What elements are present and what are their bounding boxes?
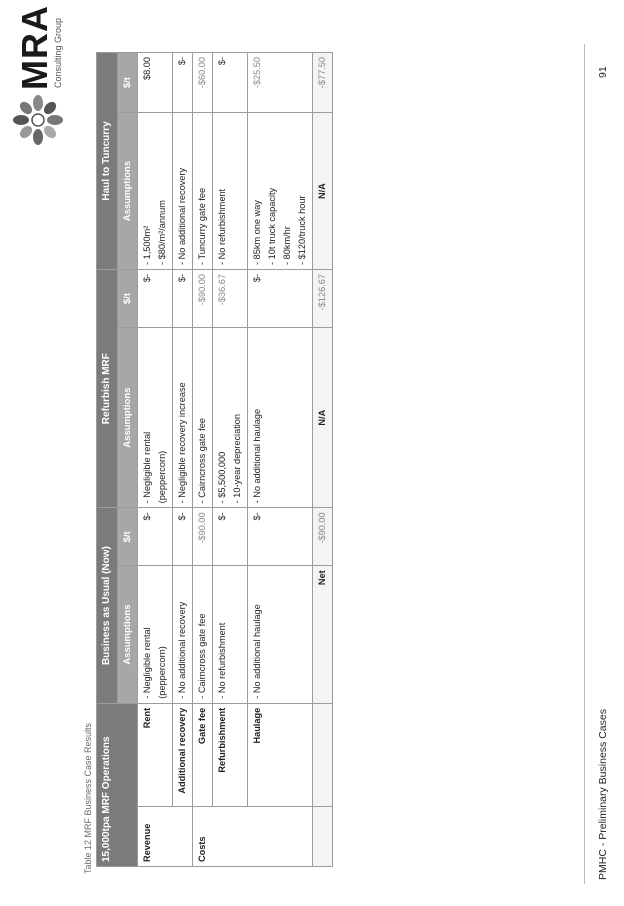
net-empty-cell: [313, 806, 333, 866]
assumptions-cell: [173, 566, 193, 703]
row-label: Additional recovery: [173, 703, 193, 806]
assumption-line: - 10t truck capacity: [267, 187, 277, 265]
assumption-line: - No additional haulage: [252, 408, 262, 504]
net-empty-cell: [313, 703, 333, 806]
net-na-refurbish: N/A: [313, 327, 333, 507]
assumption-line: - Tuncurry gate fee: [197, 187, 207, 265]
assumption-line: - 80km/hr: [282, 226, 292, 265]
logo-name: MRA: [14, 5, 55, 90]
net-value-haul: -$77.50: [313, 53, 333, 113]
assumption-line: - 85km one way: [252, 200, 262, 265]
table-caption: Table 12 MRF Business Case Results: [83, 722, 93, 874]
assumption-line: - No additional recovery: [177, 167, 187, 265]
table-row: [193, 53, 213, 867]
assumption-line: - Negligible recovery increase: [177, 382, 187, 504]
assumptions-cell: [193, 113, 213, 270]
assumptions-cell: [138, 327, 173, 507]
logo-tagline: Consulting Group: [53, 17, 63, 88]
scenario-header-refurbish: Refurbish MRF: [97, 269, 118, 507]
scenario-header-haul: Haul to Tuncurry: [97, 53, 118, 270]
row-label: Refurbishment: [213, 703, 248, 806]
assumptions-cell: [213, 327, 248, 507]
net-row: [313, 53, 333, 867]
assumption-line: - No additional recovery: [177, 601, 187, 699]
value-cell: -$25.50: [248, 53, 313, 113]
page-number: 91: [597, 66, 609, 78]
assumption-line: - Cairncross gate fee: [197, 613, 207, 699]
header-row-scenarios: [97, 53, 118, 867]
assumptions-cell: [138, 113, 173, 270]
assumptions-cell: [193, 327, 213, 507]
scenario-header-bau: Business as Usual (Now): [97, 508, 118, 703]
group-label-revenue: Revenue: [138, 806, 193, 866]
net-na-haul: N/A: [313, 113, 333, 270]
col-assumptions-header: Assumptions: [118, 327, 138, 507]
assumptions-cell: [173, 113, 193, 270]
assumption-line: - 10-year depreciation: [232, 413, 242, 504]
value-cell: -$60.00: [193, 53, 213, 113]
assumptions-cell: [173, 327, 193, 507]
row-label: Haulage: [248, 703, 313, 806]
assumptions-cell: [248, 113, 313, 270]
ops-header: 15,000tpa MRF Operations: [97, 703, 138, 866]
value-cell: $-: [138, 508, 173, 566]
assumption-line: - Negligible rental: [142, 627, 152, 699]
assumptions-cell: [138, 566, 173, 703]
assumption-line: - 1,500m²: [142, 225, 152, 265]
col-assumptions-header: Assumptions: [118, 566, 138, 703]
assumptions-cell: [248, 327, 313, 507]
value-cell: $-: [213, 508, 248, 566]
value-cell: $-: [173, 269, 193, 327]
col-unit-header: $/t: [118, 508, 138, 566]
assumption-line: (peppercorn): [157, 646, 167, 699]
net-value-refurbish: -$126.67: [313, 269, 333, 327]
value-cell: $-: [173, 508, 193, 566]
row-label: Gate fee: [193, 703, 213, 806]
assumption-line: (peppercorn): [157, 450, 167, 504]
value-cell: -$90.00: [193, 269, 213, 327]
assumptions-cell: [213, 113, 248, 270]
mrf-business-case-table: [96, 52, 333, 867]
assumptions-cell: [193, 566, 213, 703]
assumption-line: - No refurbishment: [217, 622, 227, 699]
assumptions-cell: [248, 566, 313, 703]
value-cell: -$90.00: [193, 508, 213, 566]
value-cell: $-: [213, 53, 248, 113]
table-row: [138, 53, 173, 867]
value-cell: $-: [173, 53, 193, 113]
value-cell: $-: [248, 269, 313, 327]
col-unit-header: $/t: [118, 53, 138, 113]
table-row: [248, 53, 313, 867]
assumptions-cell: [213, 566, 248, 703]
value-cell: -$36.67: [213, 269, 248, 327]
assumption-line: - Cairncross gate fee: [197, 418, 207, 504]
group-label-costs: Costs: [193, 806, 313, 866]
table-row: [173, 53, 193, 867]
table-row: [213, 53, 248, 867]
logo-emblem-icon: [12, 94, 64, 146]
value-cell: $-: [248, 508, 313, 566]
row-label: Rent: [138, 703, 173, 806]
net-value-bau: -$90.00: [313, 508, 333, 566]
mra-logo: [12, 6, 70, 146]
footer-divider: [584, 44, 585, 884]
assumption-line: - No refurbishment: [217, 188, 227, 265]
footer-document-title: PMHC - Preliminary Business Cases: [597, 709, 609, 880]
assumption-line: - No additional haulage: [252, 604, 262, 699]
assumption-line: - $5,500,000: [217, 451, 227, 504]
assumption-line: - $80/m²/annum: [157, 200, 167, 265]
col-unit-header: $/t: [118, 269, 138, 327]
assumption-line: - $120/truck hour: [297, 195, 307, 265]
value-cell: $8.00: [138, 53, 173, 113]
net-label: Net: [313, 566, 333, 703]
col-assumptions-header: Assumptions: [118, 113, 138, 270]
assumption-line: - Negligible rental: [142, 431, 152, 504]
value-cell: $-: [138, 269, 173, 327]
